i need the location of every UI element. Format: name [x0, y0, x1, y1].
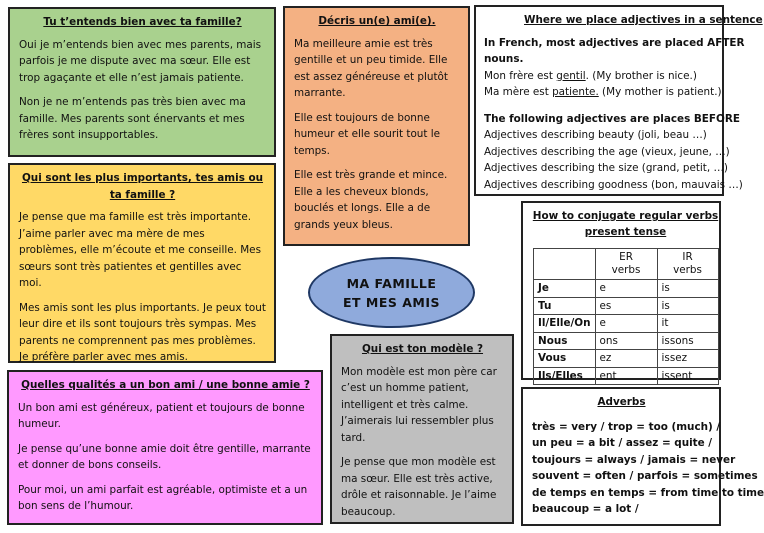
family-relations-answer-1: Oui je m’entends bien avec mes parents, mais parfois je me dispute avec ma sœur. Elle est trop agaçante et elle n’est jamais patiente.	[19, 38, 262, 84]
good-friend-answer-1: Un bon ami est généreux, patient et toujours de bonne humeur.	[18, 401, 305, 430]
adjective-example-1: Mon frère est gentil. (My brother is nice.)	[484, 69, 697, 82]
adverbs-box	[521, 387, 764, 526]
conjugation-header-row	[534, 249, 719, 280]
adjective-placement-box	[474, 5, 763, 196]
central-topic-oval	[308, 257, 475, 328]
friends-or-family-answer-2: Mes amis sont les plus importants. Je peux tout leur dire et ils sont toujours très sympas. Mes parents ne comprennent pas mes problèmes. Je préfère parler avec mes amis.	[19, 301, 266, 363]
adverb-line-3: toujours = always / jamais = never	[532, 453, 736, 466]
good-friend-answer-3: Pour moi, un ami parfait est agréable, optimiste et a un bon sens de l’humour.	[18, 483, 308, 512]
describe-friend-title: Décris un(e) ami(e).	[318, 15, 436, 27]
central-topic-line-2: ET MES AMIS	[342, 294, 441, 310]
friends-or-family-title: Qui sont les plus importants, tes amis ou ta famille ?	[21, 172, 264, 201]
table-row: Je e is	[534, 280, 719, 298]
adjective-rule-after-cont: nouns.	[484, 53, 524, 65]
role-model-title: Qui est ton modèle ?	[361, 343, 484, 355]
good-friend-answer-2: Je pense qu’une bonne amie doit être gentille, marrante et donner de bons conseils.	[18, 442, 311, 471]
verb-conjugation-title: How to conjugate regular verbs present tense	[532, 210, 719, 238]
conjugation-table	[533, 248, 719, 385]
describe-friend-box	[283, 6, 470, 246]
adverbs-title: Adverbs	[597, 396, 646, 408]
conjugation-header-pronoun	[534, 249, 596, 280]
central-topic-line-1: MA FAMILLE	[346, 275, 437, 291]
good-friend-qualities-title: Quelles qualités a un bon ami / une bonne amie ?	[21, 379, 310, 391]
adjective-beauty: Adjectives describing beauty (joli, beau …)	[484, 129, 707, 141]
conjugation-header-er: ER verbs	[595, 249, 657, 280]
adverb-line-4: souvent = often / parfois = sometimes	[532, 470, 758, 482]
adverb-line-5: de temps en temps = from time to time	[532, 486, 764, 499]
adjective-rule-before: The following adjectives are places BEFORE	[484, 112, 740, 125]
role-model-answer-2: Je pense que mon modèle est ma sœur. Elle est très active, drôle et raisonnable. Je l’aime beaucoup.	[341, 456, 497, 518]
table-row: Tu es is	[534, 297, 719, 315]
family-relations-box	[8, 7, 276, 157]
adjective-goodness: Adjectives describing goodness (bon, mauvais …)	[484, 178, 743, 191]
good-friend-qualities-box	[7, 370, 323, 525]
conjugation-header-ir: IR verbs	[657, 249, 718, 280]
role-model-box	[330, 334, 514, 524]
table-row: Nous ons issons	[534, 332, 719, 350]
family-relations-title: Tu t’entends bien avec ta famille?	[43, 16, 242, 28]
table-row: Ils/Elles ent issent	[534, 367, 719, 385]
adjective-placement-title: Where we place adjectives in a sentence	[524, 14, 763, 26]
table-row: Vous ez issez	[534, 350, 719, 368]
table-row: Il/Elle/On e it	[534, 315, 719, 333]
role-model-answer-1: Mon modèle est mon père car c’est un homme patient, intelligent et très calme. J’aimerais lui ressembler plus tard.	[341, 365, 497, 444]
friends-or-family-box	[8, 163, 276, 363]
adjective-age: Adjectives describing the age (vieux, jeune, …)	[484, 145, 730, 158]
friends-or-family-answer-1: Je pense que ma famille est très importante. J’aime parler avec ma mère de mes problèmes, elle m’écoute et me conseille. Mes sœurs sont très patientes et gentilles avec moi.	[19, 211, 261, 289]
adjective-example-2: Ma mère est patiente. (My mother is patient.)	[484, 86, 722, 98]
adverb-line-1: très = very / trop = too (much) /	[532, 420, 721, 433]
describe-friend-p3: Elle est très grande et mince. Elle a les cheveux blonds, bouclés et longs. Elle a de grands yeux bleus.	[294, 169, 448, 231]
describe-friend-p2: Elle est toujours de bonne humeur et elle sourit tout le temps.	[294, 111, 441, 157]
adjective-size: Adjectives describing the size (grand, petit, …)	[484, 162, 728, 174]
family-relations-answer-2: Non je ne m’entends pas très bien avec ma famille. Mes parents sont énervants et mes frères sont insupportables.	[19, 96, 246, 141]
describe-friend-p1: Ma meilleure amie est très gentille et un peu timide. Elle est assez généreuse et plutôt marrante.	[294, 37, 448, 99]
adverb-line-6: beaucoup = a lot /	[532, 503, 639, 515]
verb-conjugation-box	[521, 201, 721, 380]
adverb-line-2: un peu = a bit / assez = quite /	[532, 437, 713, 449]
adjective-rule-after: In French, most adjectives are placed AFTER	[484, 36, 745, 49]
